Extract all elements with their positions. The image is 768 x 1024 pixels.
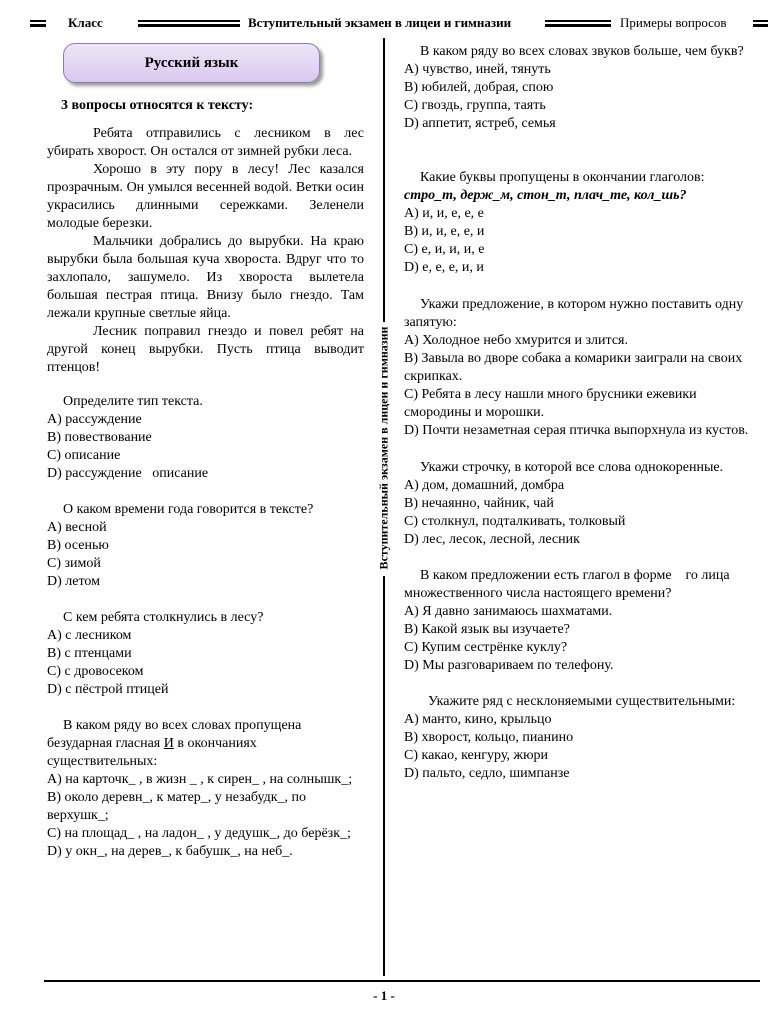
answer-option[interactable]: B) осенью xyxy=(47,538,109,553)
answer-option[interactable]: C) Купим сестрёнке куклу? xyxy=(404,640,568,655)
answer-option[interactable]: C) зимой xyxy=(47,556,101,571)
question-block xyxy=(47,717,364,861)
question-block xyxy=(404,296,759,440)
header-rule xyxy=(545,20,611,27)
answer-option[interactable]: A) манто, кино, крыльцо xyxy=(404,712,552,727)
header-rule xyxy=(30,20,46,27)
subject-title: Русский язык xyxy=(63,43,320,83)
question-text: О каком времени года говорится в тексте? xyxy=(63,502,314,517)
sample-label: Примеры вопросов xyxy=(620,15,727,30)
answer-option[interactable]: A) Я давно занимаюсь шахматами. xyxy=(404,604,613,619)
question-text: С кем ребята столкнулись в лесу? xyxy=(63,610,264,625)
header-rule xyxy=(753,20,768,27)
left-column xyxy=(47,97,364,879)
answer-option[interactable]: D) лес, лесок, лесной, лесник xyxy=(404,532,580,547)
question-block xyxy=(404,693,759,783)
answer-option[interactable]: A) на карточк_ , в жизн _ , к сирен_ , на солнышк_; xyxy=(47,772,353,787)
answer-option[interactable]: B) хворост, кольцо, пианино xyxy=(404,730,574,745)
reading-passage xyxy=(47,125,364,377)
answer-option[interactable]: D) е, е, е, и, и xyxy=(404,260,484,275)
answer-option[interactable]: A) и, и, е, е, е xyxy=(404,206,484,221)
answer-option[interactable]: C) какао, кенгуру, жюри xyxy=(404,748,549,763)
passage-paragraph: Хорошо в эту пору в лесу! Лес казался прозрачным. Он умылся весенней водой. Ветки осин украсились длинными сережками. Зеленели молодые березки. xyxy=(47,162,364,231)
answer-option[interactable]: A) рассуждение xyxy=(47,412,142,427)
exam-title: Вступительный экзамен в лицеи и гимназии xyxy=(248,15,512,30)
answer-option[interactable]: D) Почти незаметная серая птичка выпорхнула из кустов. xyxy=(404,423,749,438)
question-block xyxy=(404,459,759,549)
answer-option[interactable]: D) пальто, седло, шимпанзе xyxy=(404,766,570,781)
answer-option[interactable]: A) с лесником xyxy=(47,628,132,643)
right-column xyxy=(404,43,759,801)
page-header xyxy=(0,12,768,34)
question-text: Укажи строчку, в которой все слова однокоренные. xyxy=(420,460,724,475)
question-block xyxy=(404,43,759,133)
question-text-part: в окончаниях существительных: xyxy=(47,736,257,769)
answer-option[interactable]: C) с дровосеком xyxy=(47,664,144,679)
answer-option[interactable]: C) столкнул, подталкивать, толковый xyxy=(404,514,626,529)
answer-option[interactable]: B) нечаянно, чайник, чай xyxy=(404,496,554,511)
answer-option[interactable]: A) весной xyxy=(47,520,107,535)
answer-option[interactable]: D) с пёстрой птицей xyxy=(47,682,169,697)
answer-option[interactable]: A) чувство, иней, тянуть xyxy=(404,62,551,77)
answer-option[interactable]: D) у окн_, на дерев_, к бабушк_, на неб_. xyxy=(47,844,293,859)
question-block xyxy=(47,609,364,699)
passage-paragraph: Ребята отправились с лесником в лес убирать хворост. Он остался от зимней рубки леса. xyxy=(47,126,364,159)
answer-option[interactable]: B) около деревн_, к матер_, у незабудк_, по верхушк_; xyxy=(47,790,307,823)
question-text: Определите тип текста. xyxy=(63,394,203,409)
passage-paragraph: Мальчики добрались до вырубки. На краю вырубки была большая куча хвороста. Вдруг что то захлопало, зашумело. Из хвороста вылетела большая пестрая птица. Внизу было гнездо. Там лежали крупные светлые яйца. xyxy=(47,234,364,321)
question-text: Укажите ряд с несклоняемыми существительными: xyxy=(428,694,736,709)
answer-option[interactable]: B) с птенцами xyxy=(47,646,132,661)
question-text: Какие буквы пропущены в окончании глаголов: xyxy=(420,170,705,185)
question-text: Укажи предложение, в котором нужно поставить одну запятую: xyxy=(404,297,744,330)
header-rule xyxy=(138,20,240,27)
answer-option[interactable]: C) гвоздь, группа, таять xyxy=(404,98,546,113)
answer-option[interactable]: B) и, и, е, е, и xyxy=(404,224,485,239)
passage-paragraph: Лесник поправил гнездо и повел ребят на другой конец вырубки. Пусть птица выводит птенцов! xyxy=(47,324,364,375)
question-block xyxy=(47,501,364,591)
page-number: - 1 - xyxy=(373,988,395,1003)
question-text: В каком предложении есть глагол в форме го лица множественного числа настоящего времени? xyxy=(404,568,734,601)
vertical-title-text: Вступительный экзамен в лицеи и гимназии xyxy=(376,326,391,570)
vertical-title xyxy=(374,322,394,574)
question-text: В каком ряду во всех словах звуков больше, чем букв? xyxy=(420,44,744,59)
question-words: стро_т, держ_м, стон_т, плач_те, кол_шь? xyxy=(404,188,687,203)
question-text-part: В каком ряду во всех словах пропущена безударная гласная xyxy=(47,718,302,751)
question-block xyxy=(404,169,759,277)
answer-option[interactable]: D) Мы разговариваем по телефону. xyxy=(404,658,614,673)
answer-option[interactable]: B) Завыла во дворе собака а комарики заиграли на своих скрипках. xyxy=(404,351,743,384)
question-block xyxy=(404,567,759,675)
answer-option[interactable]: C) е, и, и, и, е xyxy=(404,242,485,257)
question-letter: И xyxy=(163,736,174,751)
answer-option[interactable]: B) юбилей, добрая, спою xyxy=(404,80,554,95)
column-divider xyxy=(383,576,385,976)
answer-option[interactable]: C) описание xyxy=(47,448,121,463)
answer-option[interactable]: D) летом xyxy=(47,574,100,589)
column-divider xyxy=(383,38,385,322)
question-block xyxy=(47,393,364,483)
answer-option[interactable]: C) Ребята в лесу нашли много брусники ежевики смородины и морошки. xyxy=(404,387,697,420)
intro-text: 3 вопросы относятся к тексту: xyxy=(61,98,254,113)
answer-option[interactable]: A) Холодное небо хмурится и злится. xyxy=(404,333,628,348)
answer-option[interactable]: D) аппетит, ястреб, семья xyxy=(404,116,556,131)
answer-option[interactable]: B) повествование xyxy=(47,430,152,445)
class-label: Класс xyxy=(68,15,103,30)
answer-option[interactable]: D) рассуждение описание xyxy=(47,466,209,481)
question-text xyxy=(47,717,364,771)
footer-rule xyxy=(44,980,760,982)
answer-option[interactable]: C) на площад_ , на ладон_ , у дедушк_, до берёзк_; xyxy=(47,826,351,841)
answer-option[interactable]: A) дом, домашний, домбра xyxy=(404,478,565,493)
answer-option[interactable]: B) Какой язык вы изучаете? xyxy=(404,622,570,637)
